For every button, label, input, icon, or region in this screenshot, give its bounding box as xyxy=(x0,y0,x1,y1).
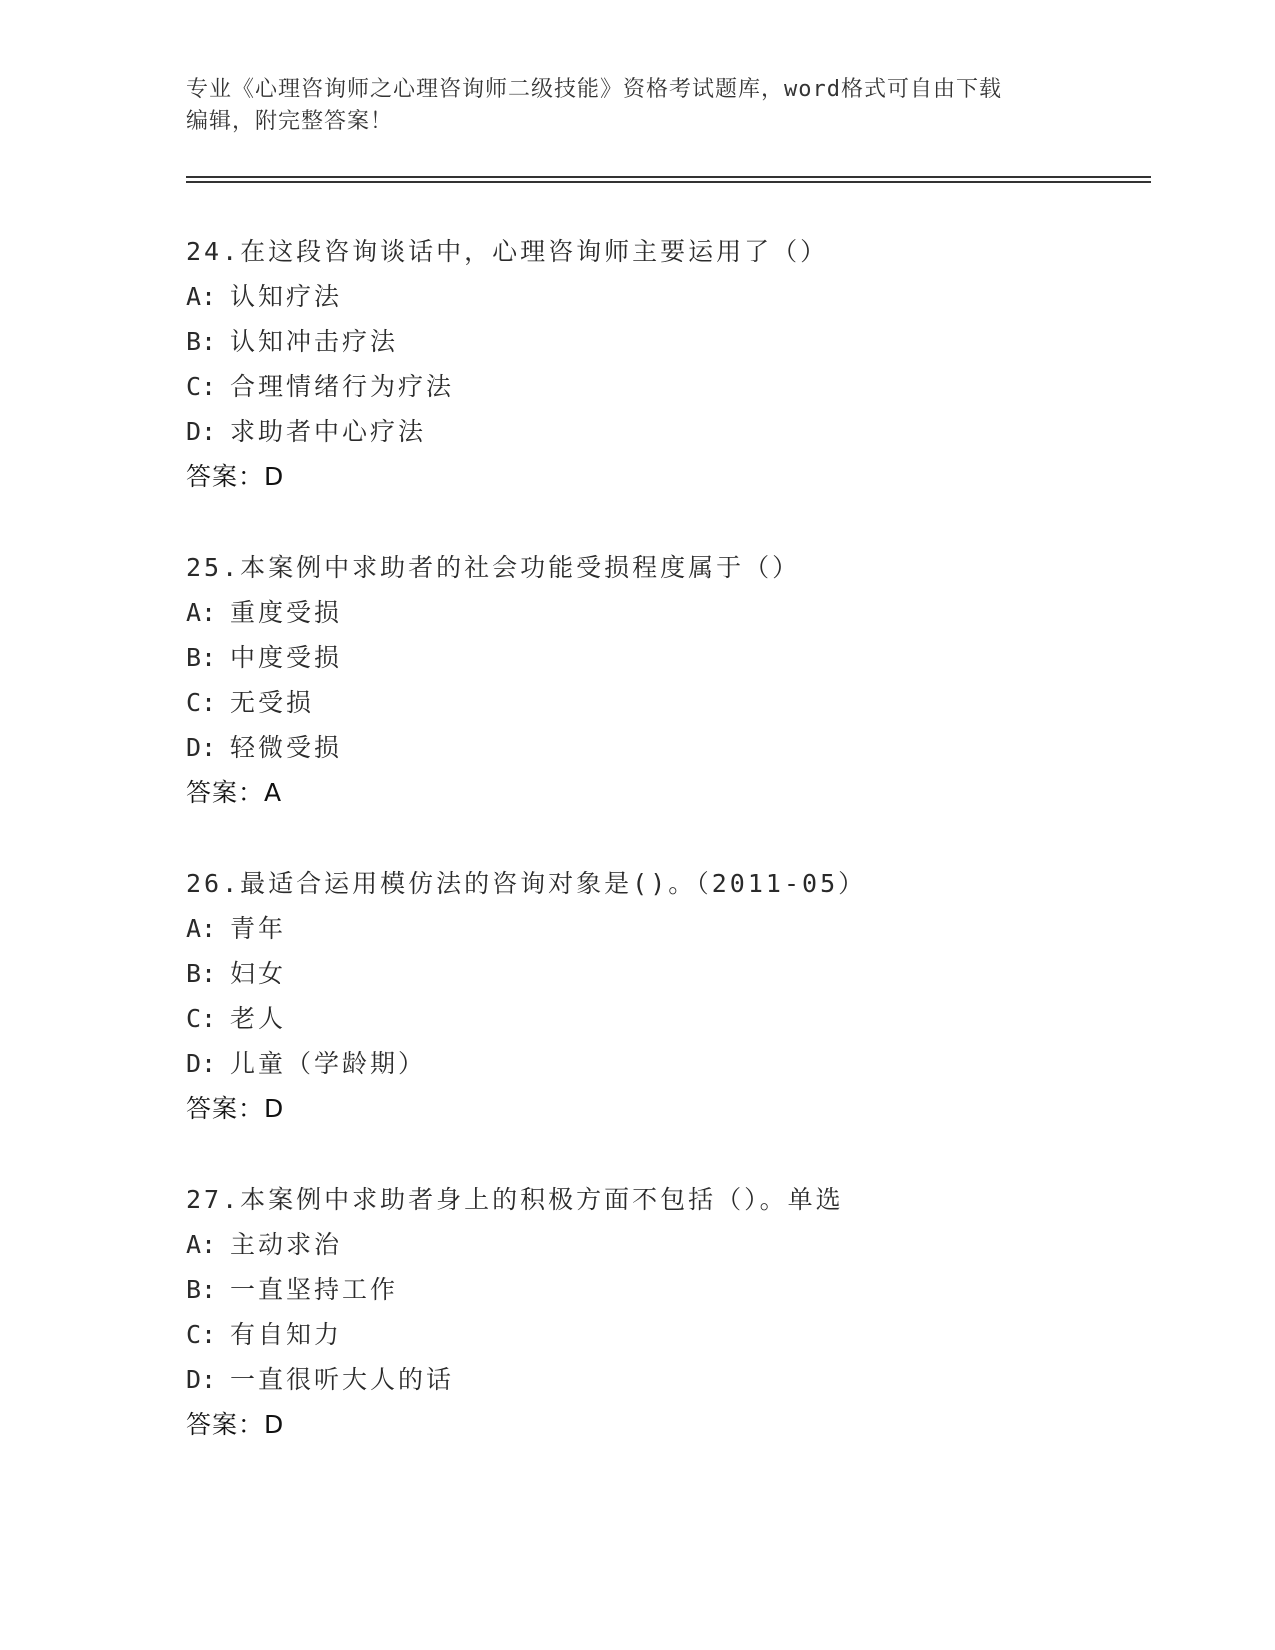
option-text: 儿童（学龄期） xyxy=(230,1049,427,1078)
option-text: 认知疗法 xyxy=(230,282,343,311)
option-letter: C: xyxy=(186,1320,217,1349)
header-line-1: 专业《心理咨询师之心理咨询师二级技能》资格考试题库，word格式可自由下载 xyxy=(186,77,1002,102)
option-d xyxy=(186,1357,1146,1402)
option-text: 轻微受损 xyxy=(230,733,343,762)
option-text: 认知冲击疗法 xyxy=(230,327,399,356)
option-letter: B: xyxy=(186,1275,217,1304)
option-text: 重度受损 xyxy=(230,598,343,627)
option-c xyxy=(186,364,1146,409)
answer: 答案：D xyxy=(186,462,285,491)
option-a xyxy=(186,1222,1146,1267)
option-text: 中度受损 xyxy=(230,643,343,672)
option-d xyxy=(186,725,1146,770)
option-c xyxy=(186,996,1146,1041)
option-d xyxy=(186,1041,1146,1086)
option-text: 一直很听大人的话 xyxy=(230,1365,455,1394)
option-letter: A: xyxy=(186,914,217,943)
question-26 xyxy=(186,861,1146,1131)
option-text: 妇女 xyxy=(230,959,287,988)
option-letter: B: xyxy=(186,643,217,672)
option-text: 青年 xyxy=(230,914,287,943)
header-divider-top xyxy=(186,176,1151,178)
option-text: 一直坚持工作 xyxy=(230,1275,399,1304)
question-stem: 27.本案例中求助者身上的积极方面不包括（）。单选 xyxy=(186,1185,844,1214)
option-c xyxy=(186,1312,1146,1357)
option-b xyxy=(186,635,1146,680)
option-letter: A: xyxy=(186,282,217,311)
header-line-2: 编辑，附完整答案！ xyxy=(186,109,394,134)
option-letter: D: xyxy=(186,417,217,446)
option-letter: D: xyxy=(186,1365,217,1394)
answer: 答案：D xyxy=(186,1094,285,1123)
option-a xyxy=(186,590,1146,635)
option-letter: C: xyxy=(186,688,217,717)
option-a xyxy=(186,906,1146,951)
option-letter: C: xyxy=(186,1004,217,1033)
answer: 答案：A xyxy=(186,778,283,807)
option-letter: A: xyxy=(186,598,217,627)
question-25 xyxy=(186,545,1146,815)
header-divider-bottom xyxy=(186,181,1151,183)
question-27 xyxy=(186,1177,1146,1447)
option-b xyxy=(186,319,1146,364)
option-letter: A: xyxy=(186,1230,217,1259)
option-text: 老人 xyxy=(230,1004,287,1033)
option-text: 合理情绪行为疗法 xyxy=(230,372,455,401)
option-a xyxy=(186,274,1146,319)
document-header xyxy=(186,74,1066,138)
option-letter: B: xyxy=(186,959,217,988)
option-b xyxy=(186,951,1146,996)
option-letter: B: xyxy=(186,327,217,356)
question-stem: 24.在这段咨询谈话中，心理咨询师主要运用了（） xyxy=(186,237,829,266)
option-text: 无受损 xyxy=(230,688,315,717)
option-text: 有自知力 xyxy=(230,1320,343,1349)
option-letter: C: xyxy=(186,372,217,401)
option-b xyxy=(186,1267,1146,1312)
option-text: 主动求治 xyxy=(230,1230,343,1259)
question-stem: 26.最适合运用模仿法的咨询对象是()。（2011-05） xyxy=(186,869,867,898)
option-d xyxy=(186,409,1146,454)
question-stem: 25.本案例中求助者的社会功能受损程度属于（） xyxy=(186,553,801,582)
answer: 答案：D xyxy=(186,1410,285,1439)
question-24 xyxy=(186,229,1146,499)
option-c xyxy=(186,680,1146,725)
option-letter: D: xyxy=(186,733,217,762)
option-text: 求助者中心疗法 xyxy=(230,417,427,446)
option-letter: D: xyxy=(186,1049,217,1078)
